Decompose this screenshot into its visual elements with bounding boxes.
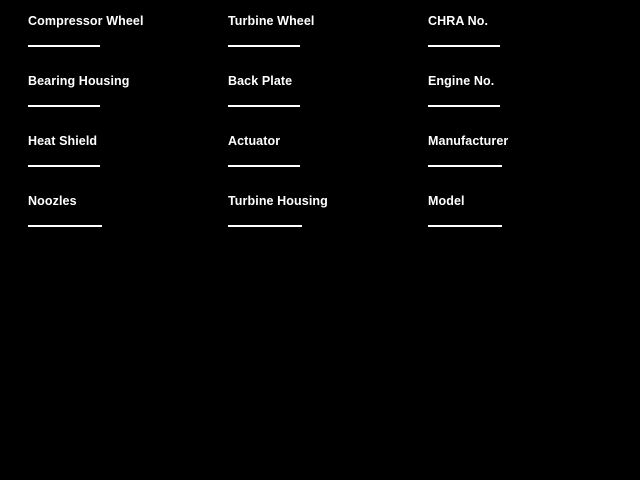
- field-actuator[interactable]: [228, 134, 428, 194]
- field-underline[interactable]: [228, 45, 300, 47]
- field-label: Engine No.: [428, 74, 495, 88]
- field-manufacturer[interactable]: [428, 134, 628, 194]
- field-turbine-housing[interactable]: [228, 194, 428, 254]
- field-underline[interactable]: [28, 165, 100, 167]
- field-chra-no[interactable]: [428, 14, 628, 74]
- field-bearing-housing[interactable]: [28, 74, 228, 134]
- field-turbine-wheel[interactable]: [228, 14, 428, 74]
- field-label: Actuator: [228, 134, 281, 148]
- field-engine-no[interactable]: [428, 74, 628, 134]
- field-underline[interactable]: [228, 105, 300, 107]
- field-label: Heat Shield: [28, 134, 98, 148]
- field-underline[interactable]: [28, 225, 102, 227]
- field-underline[interactable]: [428, 165, 502, 167]
- field-compressor-wheel[interactable]: [28, 14, 228, 74]
- field-underline[interactable]: [428, 105, 500, 107]
- field-underline[interactable]: [28, 45, 100, 47]
- field-underline[interactable]: [428, 45, 500, 47]
- field-label: Noozles: [28, 194, 77, 208]
- field-noozles[interactable]: [28, 194, 228, 254]
- field-label: Turbine Wheel: [228, 14, 315, 28]
- field-underline[interactable]: [228, 225, 302, 227]
- field-underline[interactable]: [28, 105, 100, 107]
- field-label: Turbine Housing: [228, 194, 328, 208]
- field-label: Manufacturer: [428, 134, 509, 148]
- field-label: Model: [428, 194, 465, 208]
- field-label: Bearing Housing: [28, 74, 130, 88]
- field-label: CHRA No.: [428, 14, 489, 28]
- field-heat-shield[interactable]: [28, 134, 228, 194]
- field-label: Compressor Wheel: [28, 14, 144, 28]
- field-back-plate[interactable]: [228, 74, 428, 134]
- field-label: Back Plate: [228, 74, 293, 88]
- field-underline[interactable]: [228, 165, 300, 167]
- field-underline[interactable]: [428, 225, 502, 227]
- field-model[interactable]: [428, 194, 628, 254]
